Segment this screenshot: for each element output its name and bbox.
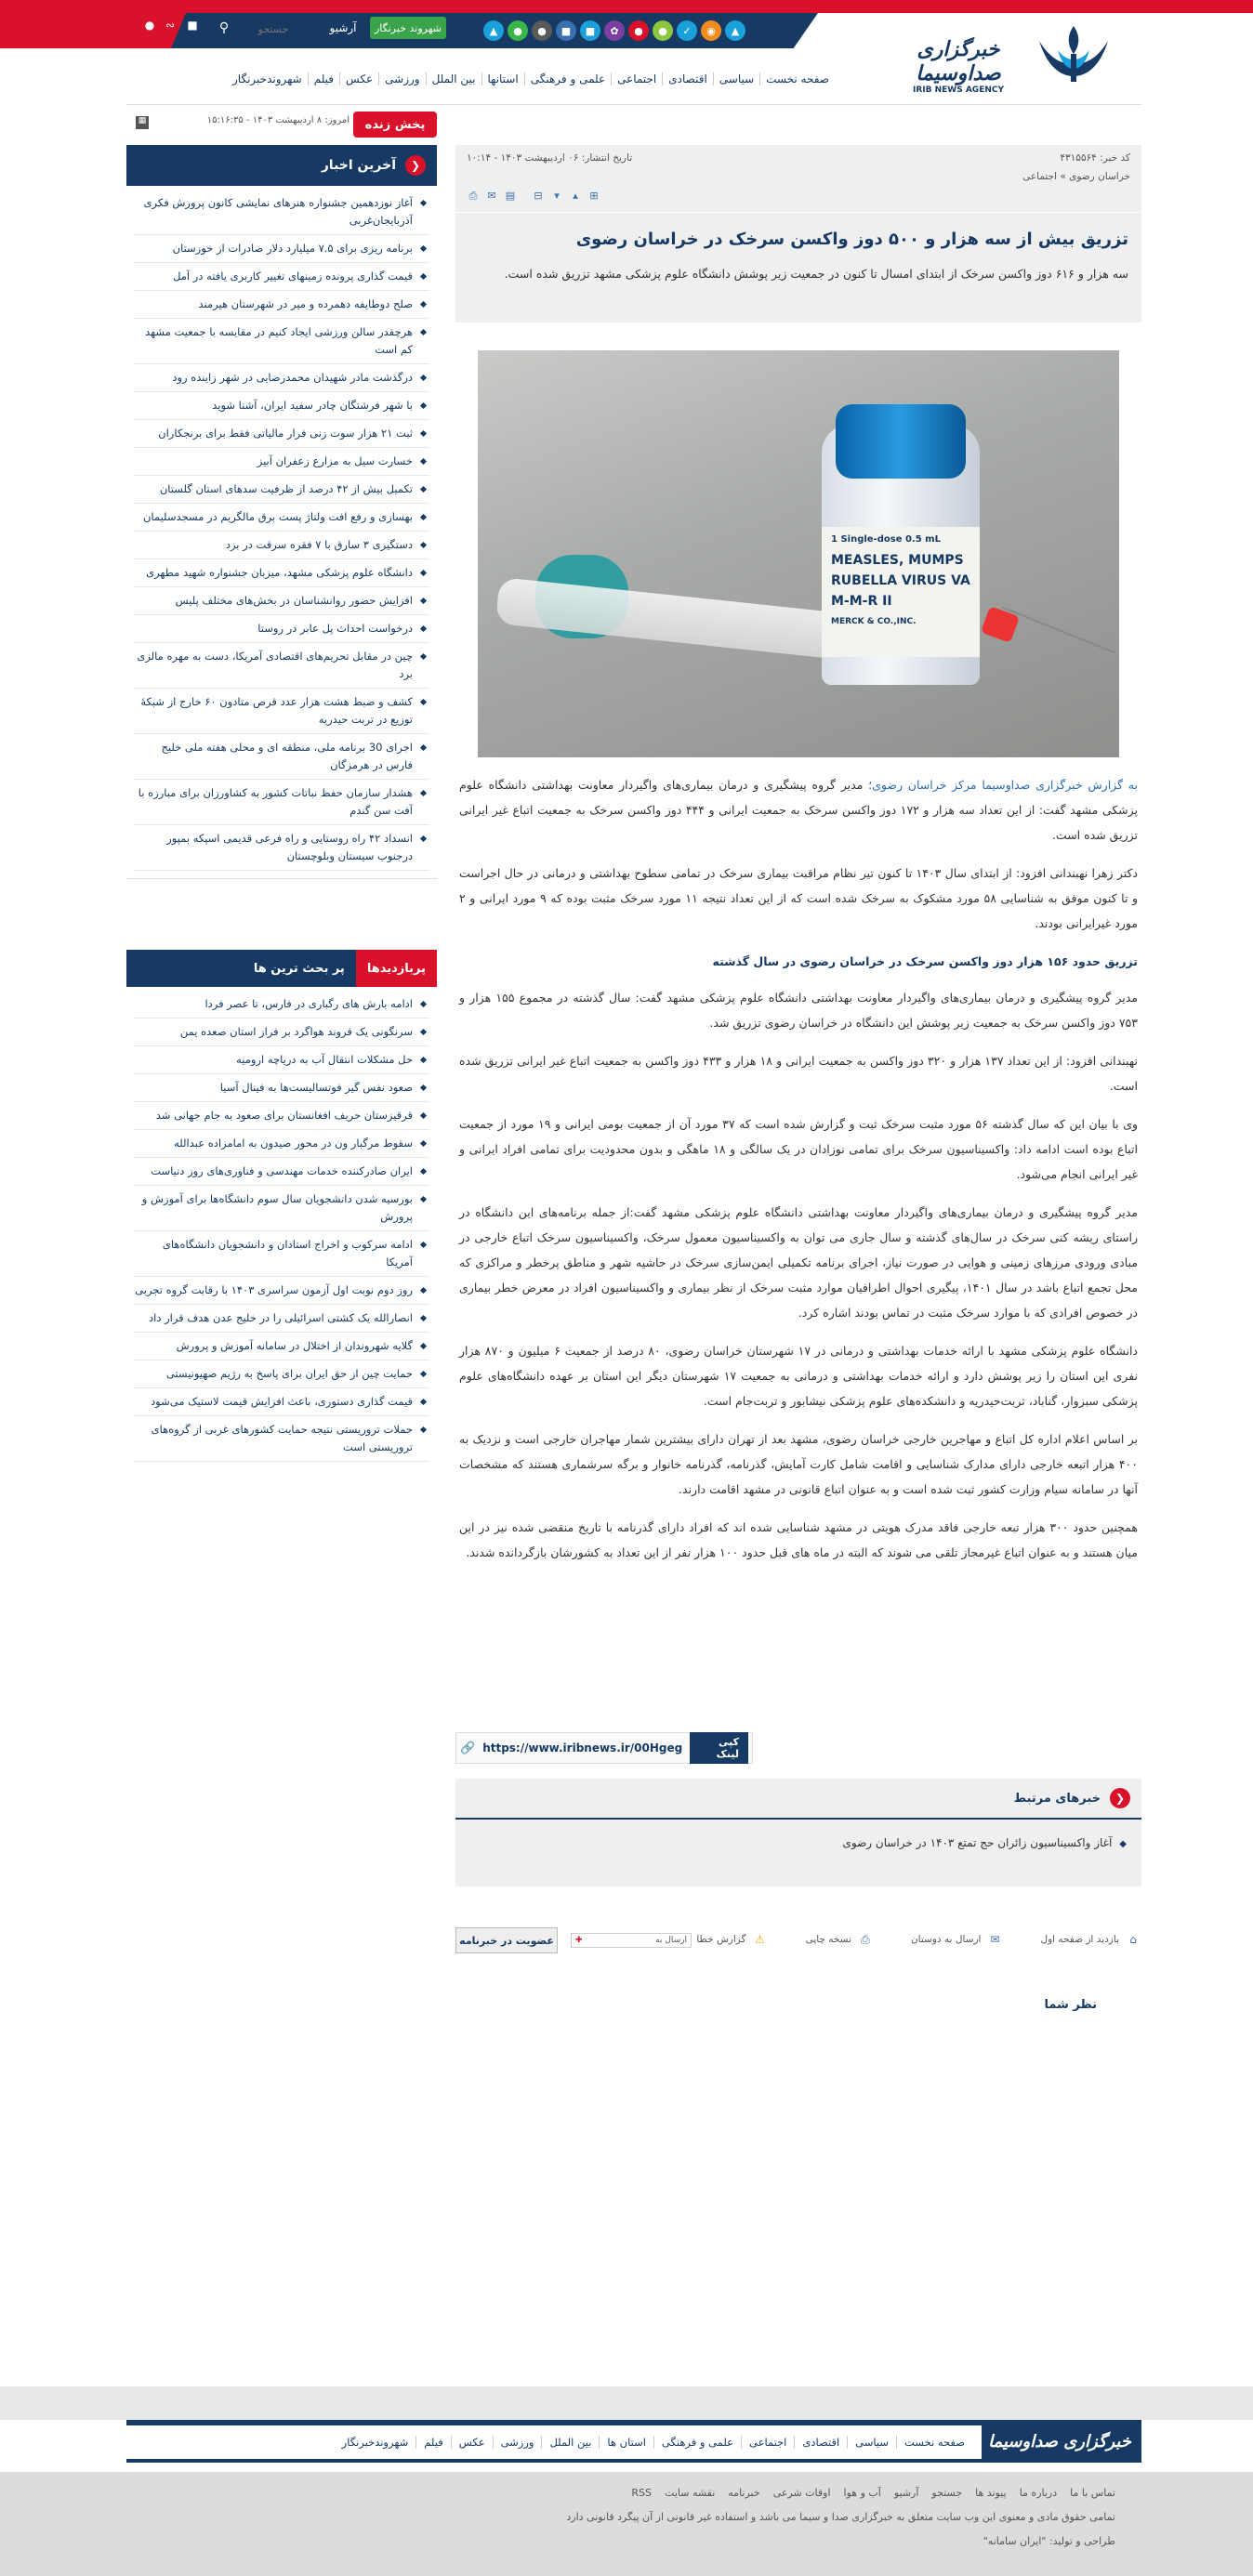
article-paragraph: نهبندانی افزود: از این تعداد ۱۳۷ هزار و ۳۲۰ دوز واکسن به جمعیت ایرانی و ۱۸ هزار و ۴۳۳ دوز واکسن به جمعیت اتباع غیر ایرانی تزریق شده است.	[459, 1054, 1138, 1093]
news-item[interactable]: کشف و ضبط هشت هزار عدد قرص متادون ۶۰ خارج از شبکهٔ توزیع در تربت حیدریه	[134, 689, 429, 734]
current-date: امروز: ۸ اردیبهشت ۱۴۰۳ - ۱۵:۱۶:۳۵	[206, 115, 350, 125]
footer-nav-item[interactable]: علمی و فرهنگی	[653, 2436, 741, 2449]
save-icon[interactable]: ▤	[505, 190, 516, 202]
news-item[interactable]: درگذشت مادر شهیدان محمدرضایی در شهر زاینده رود	[134, 364, 429, 392]
font-up-icon[interactable]: ▴	[573, 190, 578, 202]
footer-nav-item[interactable]: بین الملل	[541, 2436, 599, 2449]
zoom-out-icon[interactable]: ⊟	[534, 190, 543, 202]
related-news	[455, 1779, 1141, 1886]
app-icon-9[interactable]: ✓	[677, 20, 697, 41]
apple-icon[interactable]: ●	[532, 20, 552, 41]
lock-icon[interactable]: ■	[187, 19, 198, 32]
article-actions	[455, 1924, 1141, 1955]
article-paragraph: دانشگاه علوم پزشکی مشهد با ارائه خدمات بهداشتی و درمانی در ۱۷ شهرستان خراسان رضوی، ۸۰ درصد از جمعیت ۶ میلیون و ۸۷۰ هزار نفری این استان را زیر پوشش دارد و ارائه خدمات بهداشتی و درمانی به جمعیت ۱۷ شهرستان دیگر این استان بر عهده دانشگاه‌های علوم پزشکی سبزوار، گناباد، تربت‌حیدریه و دانشکده‌های علوم پزشکی نیشابور و تربت‌جام است.	[459, 1344, 1138, 1408]
news-item[interactable]: ثبت ۲۱ هزار سوت زنی فرار مالیاتی فقط برای برنجکاران	[134, 420, 429, 448]
nav-item[interactable]: ورزشی	[378, 72, 425, 85]
vial-label-line: MEASLES, MUMPS	[831, 553, 964, 568]
news-item[interactable]: هشدار سازمان حفظ نباتات کشور به کشاورزان برای مبارزه با آفت سن گندم	[134, 780, 429, 825]
news-item[interactable]: دستگیری ۳ سارق با ۷ فقره سرقت در بزد	[134, 532, 429, 559]
news-item[interactable]: ایران صادرکننده خدمات مهندسی و فناوری‌های روز دنیاست	[134, 1158, 429, 1186]
chevron-left-icon[interactable]: ❮	[405, 155, 426, 176]
news-item[interactable]: حمایت چین از حق ایران برای پاسخ به رژیم صهیونیستی	[134, 1360, 429, 1388]
article-meta	[455, 145, 1141, 212]
brand-wordmark[interactable]: خبرگزاری صداوسیما	[916, 37, 1001, 85]
related-news-title: خبرهای مرتبط	[1013, 1791, 1101, 1806]
home-icon: ⌂	[1129, 1933, 1137, 1946]
footer-link[interactable]: پیوند ها	[975, 2487, 1007, 2499]
vial-label-line: RUBELLA VIRUS VA	[831, 573, 970, 588]
envelope-icon: ✉	[990, 1933, 1000, 1946]
comments-title: نظر شما	[1044, 1998, 1097, 2012]
nav-item[interactable]: اجتماعی	[611, 72, 662, 85]
article-tools	[467, 190, 1130, 203]
short-link-box	[455, 1732, 753, 1764]
app-icon-6[interactable]: ✿	[604, 20, 625, 41]
citizen-reporter-button[interactable]: شهروند خبرنگار	[370, 17, 446, 39]
news-item[interactable]: صلح دوطایفه دهمرده و میر در شهرستان هیرمند	[134, 291, 429, 319]
short-link-url[interactable]: https://www.iribnews.ir/00Hgeg	[482, 1741, 683, 1755]
article-paragraph: مدیر گروه پیشگیری و درمان بیماری‌های واگیردار معاونت بهداشتی دانشگاه علوم پزشکی مشهد گفت: سال گذشته در مجموع ۱۵۵ هزار و ۷۵۳ دوز واکسن سرخک به جمعیت زیر پوشش این دانشگاه در خراسان رضوی تزریق شد.	[459, 991, 1138, 1030]
calendar-icon: ▦	[136, 116, 149, 129]
archive-link[interactable]: آرشیو	[329, 21, 357, 34]
footer-link[interactable]: خبرنامه	[728, 2487, 760, 2499]
nav-item[interactable]: عکس	[339, 72, 378, 85]
warning-icon: ⚠	[755, 1933, 765, 1946]
news-item[interactable]: اجرای 30 برنامه ملی، منطقه ای و محلی هفته ملی خلیج فارس در هرمزگان	[134, 734, 429, 780]
nav-item[interactable]: اقتصادی	[662, 72, 713, 85]
news-item[interactable]: سرنگونی یک فروند هواگرد بر فراز استان صعده یمن	[134, 1019, 429, 1046]
top-red-strip	[0, 0, 1253, 13]
app-icon-4[interactable]: ■	[556, 20, 576, 41]
popular-tabs	[126, 950, 437, 987]
nav-item[interactable]: فیلم	[308, 72, 339, 85]
sidebar	[126, 145, 437, 879]
article	[455, 145, 1141, 1578]
news-item[interactable]: خسارت سیل به مزارع زعفران آبیز	[134, 448, 429, 476]
article-subheading: تزریق حدود ۱۵۶ هزار دوز واکسن سرخک در خراسان رضوی در سال گذشته	[712, 954, 1138, 968]
share-dropdown[interactable]	[571, 1933, 692, 1948]
news-item[interactable]: هرچقدر سالن ورزشی ایجاد کنیم در مقایسه با جمعیت مشهد کم است	[134, 319, 429, 364]
news-item[interactable]: بورسیه شدن دانشجویان سال سوم دانشگاه‌ها برای آموزش و پرورش	[134, 1186, 429, 1231]
footer-nav-item[interactable]: فیلم	[415, 2436, 450, 2449]
app-icon-7[interactable]: ●	[628, 20, 649, 41]
footer-nav-item[interactable]: سیاسی	[847, 2436, 896, 2449]
news-item[interactable]: قرقیزستان حریف افغانستان برای صعود به جام جهانی شد	[134, 1102, 429, 1130]
news-item[interactable]: درخواست احداث پل عابر در روستا	[134, 615, 429, 643]
footer-link[interactable]: اوقات شرعی	[772, 2487, 831, 2499]
article-body	[455, 757, 1141, 1565]
android-icon[interactable]: ●	[508, 20, 528, 41]
news-item[interactable]: افزایش حضور روانشناسان در بخش‌های مختلف پلیس	[134, 587, 429, 615]
publish-date: تاریخ انتشار: ۰۶ اردیبهشت ۱۴۰۳ - ۱۰:۱۴	[467, 152, 633, 164]
article-photo[interactable]	[478, 350, 1119, 757]
back-home-label: بازدید از صفحه اول	[1040, 1934, 1119, 1945]
photo-vial-cap	[836, 404, 966, 479]
latest-news-box	[126, 145, 437, 879]
copy-link-button[interactable]: کپی لینک	[690, 1732, 748, 1764]
article-paragraph: بر اساس اعلام اداره کل اتباع و مهاجرین خارجی خراسان رضوی، مشهد بعد از تهران دارای بیشترین شمار مهاجران خارجی است و نزدیک به ۴۰۰ هزار اتبعه خارجی دارای مدارک شناسایی و اقامت شامل کارت آمایش، گذرنامه، گذرنامه خانوار و برگه سرشماری هستند که مشخصات آنها در سامانه سیام وزارت کشور ثبت شده است و به عنوان اتباع قانونی در مشهد اقامت دارند.	[459, 1432, 1138, 1496]
link-icon: 🔗	[460, 1741, 476, 1755]
main-nav	[221, 69, 835, 89]
related-news-item[interactable]: ◆ آغاز واکسیناسیون زائران حج تمتع ۱۴۰۳ در خراسان رضوی	[455, 1820, 1141, 1849]
source-link[interactable]: به گزارش خبرگزاری صداوسیما مرکز خراسان رضوی؛	[868, 778, 1138, 792]
rss-icon[interactable]: ∾	[165, 19, 176, 32]
vial-label-line: MERCK & CO.,INC.	[831, 617, 917, 626]
email-friends-action[interactable]	[911, 1933, 1003, 1946]
category-breadcrumb[interactable]: خراسان رضوی » اجتماعی	[1022, 171, 1130, 182]
print-label: نسخه چاپی	[805, 1934, 851, 1945]
latest-news-title: آخرین اخبار	[321, 158, 396, 173]
news-item[interactable]: روز دوم نوبت اول آزمون سراسری ۱۴۰۳ با رقابت گروه تجربی	[134, 1277, 429, 1305]
font-down-icon[interactable]: ▾	[554, 190, 560, 202]
app-icon-5[interactable]: ■	[580, 20, 600, 41]
footer-logo[interactable]: خبرگزاری صداوسیما	[978, 2420, 1141, 2463]
footer-link[interactable]: آب و هوا	[843, 2487, 881, 2499]
footer-spacer	[0, 2386, 1253, 2420]
footer-nav-item[interactable]: شهروندخبرنگار	[341, 2436, 409, 2449]
article-paragraph: مدیر گروه پیشگیری و درمان بیماری‌های واگیردار معاونت بهداشتی دانشگاه علوم پزشکی مشهد گفت:از جمله برنامه‌های این دانشگاه در راستای ریشه کنی سرخک در سال‌های گذشته و سال جاری می توان به واکسیناسیون معمول سرخک، واکسیناسیون سرخک اتباع خارجی در مبادی ورودی مرزهای زمینی و هوایی در صورت نیاز، اجرای برنامه تکمیلی ایمن‌سازی سرخک در حاشیه شهر و مناطق پرخطر و مراکزی که محل تجمع اتباع باشد در سال ۱۴۰۱، پیگیری احوال اطرافیان موارد مثبت سرخک از نظر بیماری و واکسیناسیون افراد در معرض خطر بیماری در خصوص افرادی که با موارد سرخک مثبت در تماس بودند اشاره کرد.	[459, 1205, 1139, 1320]
email-friends-label: ارسال به دوستان	[910, 1934, 982, 1945]
news-item[interactable]: سقوط مرگبار ون در محور صیدون به امامزاده عبدالله	[134, 1130, 429, 1158]
share-dropdown-label: ارسال به	[655, 1936, 687, 1945]
plus-icon: ✚	[575, 1936, 583, 1945]
nav-divider	[126, 104, 1141, 105]
news-item[interactable]: برنامه ریزی برای ۷.۵ میلیارد دلار صادرات از خوزستان	[134, 235, 429, 263]
news-item[interactable]: چین در مقابل تحریم‌های اقتصادی آمریکا، دست به مهره مالزی برد	[134, 643, 429, 689]
print-icon[interactable]: ⎙	[468, 190, 478, 202]
printer-icon: ⎙	[861, 1933, 870, 1946]
chevron-left-icon: ❮	[1110, 1788, 1130, 1808]
nav-item[interactable]: سیاسی	[713, 72, 759, 85]
news-item[interactable]: گلایه شهروندان از اختلال در سامانه آموزش و پرورش	[134, 1333, 429, 1360]
footer-nav-item[interactable]: اقتصادی	[794, 2436, 847, 2449]
photo-vial-label	[822, 527, 980, 657]
zoom-in-icon[interactable]: ⊞	[589, 190, 599, 202]
article-paragraph: همچنین حدود ۳۰۰ هزار تبعه خارجی فاقد مدرک هویتی در مشهد شناسایی شده اند که افراد دارای گذرنامه با تاریخ منقضی شده نیز در این میان هستند و به عنوان اتباع غیرمجاز تلقی می شوند که البته در ماه های قبل حدود ۱۰۰ هزار نفر از این تعداد به کشورشان بازگردانده شدند.	[459, 1520, 1138, 1559]
news-code: کد خبر: ۴۳۱۵۵۶۴	[1060, 152, 1130, 164]
news-item[interactable]: با شهر فرشتگان چادر سفید ایران، آشنا شوید	[134, 392, 429, 420]
vial-label-line: M-M-R II	[831, 594, 892, 609]
email-icon[interactable]: ✉	[487, 190, 496, 202]
article-title: تزریق بیش از سه هزار و ۵۰۰ دوز واکسن سرخک در خراسان رضوی	[575, 230, 1128, 249]
article-header	[455, 212, 1141, 322]
footer-link[interactable]: آرشیو	[893, 2487, 919, 2499]
footer-nav-item[interactable]: استان ها	[599, 2436, 653, 2449]
footer-link[interactable]: RSS	[631, 2487, 653, 2499]
footer-copyright: تمامی حقوق مادی و معنوی این وب سایت متعلق به خبرگزاری صدا و سیما می باشد و استفاده غیر قانونی از آن پیگرد قانونی دارد	[566, 2511, 1115, 2523]
news-item[interactable]: حل مشکلات انتقال آب به دریاچه ارومیه	[134, 1046, 429, 1074]
app-icon-1[interactable]: ▲	[483, 20, 504, 41]
footer-link[interactable]: تماس با ما	[1070, 2487, 1115, 2499]
news-item[interactable]: قیمت گذاری پرونده زمینهای تغییر کاربری یافته در آمل	[134, 263, 429, 291]
report-error-action[interactable]	[696, 1933, 768, 1946]
user-toolbar	[0, 13, 186, 48]
app-icon-8[interactable]: ●	[653, 20, 673, 41]
news-item[interactable]: صعود نفس گیر فوتسالیست‌ها به فینال آسیا	[134, 1074, 429, 1102]
back-home-action[interactable]	[1040, 1933, 1141, 1946]
news-item[interactable]: ادامه سرکوب و اخراج استادان و دانشجویان دانشگاه‌های آمریکا	[134, 1231, 429, 1277]
paragraph-text: مدیر گروه پیشگیری و درمان بیماری‌های واگیردار معاونت بهداشتی دانشگاه علوم پزشکی مشهد گفت: از این تعداد سه هزار و ۱۷۲ دوز واکسن سرخک به جمعیت ایرانی و ۴۴۴ دوز واکسن سرخک به جمعیت اتباع غیر ایرانی تزریق شده است.	[459, 778, 1138, 842]
latest-news-header	[126, 145, 437, 186]
news-item[interactable]: قیمت گذاری دستوری، باعث افزایش قیمت لاستیک می‌شود	[134, 1388, 429, 1416]
news-item[interactable]: دانشگاه علوم پزشکی مشهد، میزبان جشنواره شهید مطهری	[134, 559, 429, 587]
irib-emblem-logo[interactable]	[1030, 22, 1117, 87]
popular-news-box	[126, 950, 437, 1469]
user-icon[interactable]: ●	[144, 19, 155, 32]
news-item[interactable]: بهسازی و رفع افت ولتاژ پست برق مالگریم در مسجدسلیمان	[134, 504, 429, 532]
footer-link[interactable]: جستجو	[931, 2487, 963, 2499]
footer-design-credit: طراحی و تولید: "ایران سامانه"	[983, 2535, 1115, 2547]
footer-nav-item[interactable]: اجتماعی	[741, 2436, 794, 2449]
news-item[interactable]: تکمیل بیش از ۴۲ درصد از ظرفیت سدهای استان گلستان	[134, 476, 429, 504]
brand-subtitle: IRIB NEWS AGENCY	[913, 85, 1004, 95]
search-icon[interactable]: ⚲	[218, 20, 230, 35]
related-news-header	[455, 1779, 1141, 1820]
news-item[interactable]: ادامه بارش های رگباری در فارس، تا عصر فردا	[134, 991, 429, 1019]
footer-nav-item[interactable]: صفحه نخست	[896, 2436, 972, 2449]
vial-label-line: 1 Single-dose 0.5 mL	[831, 534, 941, 545]
popular-news-list	[126, 987, 437, 1469]
nav-item[interactable]: صفحه نخست	[759, 72, 835, 85]
app-icon-11[interactable]: ▲	[725, 20, 745, 41]
search-input[interactable]	[232, 19, 314, 39]
nav-item[interactable]: بین الملل	[426, 72, 481, 85]
print-action[interactable]	[806, 1933, 874, 1946]
footer-link[interactable]: نقشه سایت	[665, 2487, 716, 2499]
latest-news-list	[126, 186, 437, 878]
footer-nav	[126, 2425, 982, 2459]
tab-most-visited[interactable]: پربازدیدها	[356, 950, 437, 987]
news-item[interactable]: آغاز نوزدهمین جشنواره هنرهای نمایشی کانون پرورش فکری آذربایجان‌غربی	[134, 190, 429, 235]
tab-most-discussed[interactable]: پر بحث ترین ها	[253, 961, 345, 976]
news-item[interactable]: انصارالله یک کشتی اسرائیلی را در خلیج عدن هدف قرار داد	[134, 1305, 429, 1333]
nav-item[interactable]: علمی و فرهنگی	[524, 72, 611, 85]
article-paragraph: دکتر زهرا نهبندانی افزود: از ابتدای سال ۱۴۰۳ تا کنون تیر نظام مراقبت بیماری سرخک در تمامی سطوح بهداشتی و درمانی در حال اجراست و تا کنون موفق به شناسایی ۵۸ مورد مشکوک به سرخک شده است که از این تعداد نتیجه ۱۱ مورد سرخک مثبت بوده که ۹ مورد ایرانی و ۲ مورد غیرایرانی بودند.	[459, 866, 1139, 930]
news-item[interactable]: انسداد ۴۲ راه روستایی و راه فرعی قدیمی اسپکه بمپور درجنوب سیستان وبلوچستان	[134, 825, 429, 871]
footer-link[interactable]: درباره ما	[1019, 2487, 1058, 2499]
footer-nav-item[interactable]: ورزشی	[493, 2436, 542, 2449]
article-paragraph	[459, 772, 1138, 848]
nav-item[interactable]: استانها	[481, 72, 524, 85]
footer-links	[186, 2487, 1115, 2504]
report-error-label: گزارش خطا	[696, 1934, 746, 1945]
app-icon-10[interactable]: ◉	[701, 20, 721, 41]
live-stream-button[interactable]: پخش زنده	[353, 112, 437, 138]
article-lead: سه هزار و ۶۱۶ دوز واکسن سرخک از ابتدای امسال تا کنون در جمعیت زیر پوشش دانشگاه علوم پزشکی مشهد تزریق شده است.	[504, 267, 1128, 281]
photo-needle	[1002, 607, 1115, 654]
news-item[interactable]: حملات تروریستی نتیجه حمایت کشورهای غربی از گروه‌های تروریستی است	[134, 1416, 429, 1462]
newsletter-subscribe-button[interactable]: عضویت در خبرنامه	[455, 1927, 558, 1953]
footer-nav-item[interactable]: عکس	[451, 2436, 493, 2449]
nav-item[interactable]: شهروندخبرنگار	[232, 72, 302, 85]
article-paragraph: وی با بیان این که سال گذشته ۵۶ مورد مثبت سرخک ثبت و گزارش شده است که ۳۷ مورد آن از جمعیت بومی ایرانی و ۱۹ مورد از جمعیت اتباع بوده است ادامه داد: واکسیناسیون سرخک برای تمامی نوزادان در یک سالگی و ۱۸ ماهگی و بدون محدودیت برای تمامی افراد ایرانی و غیر ایرانی انجام می‌شود.	[459, 1117, 1139, 1181]
